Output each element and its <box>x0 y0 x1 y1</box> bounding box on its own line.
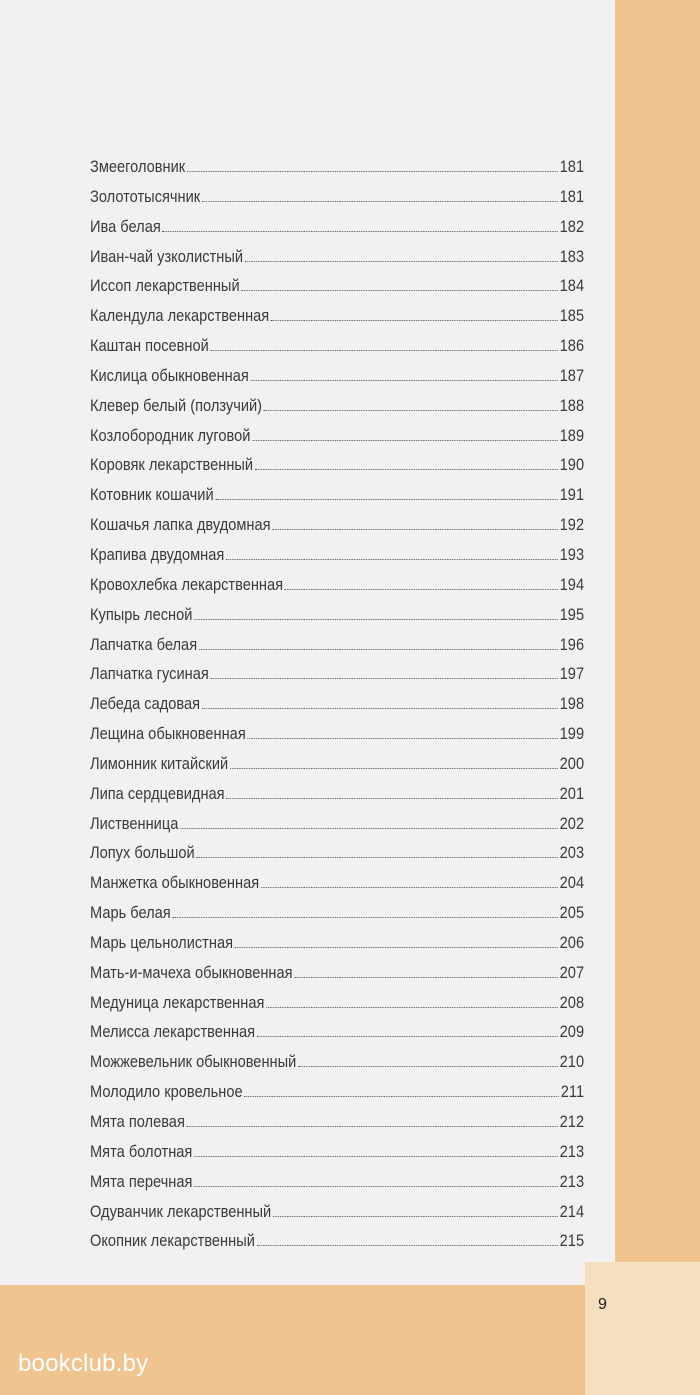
toc-entry-title: Лапчатка белая <box>90 634 198 654</box>
toc-entry-title: Мать-и-мачеха обыкновенная <box>90 962 293 982</box>
toc-entry-page: 181 <box>559 186 585 206</box>
toc-entry-title: Кислица обыкновенная <box>90 365 249 385</box>
dot-leader <box>257 1036 558 1037</box>
toc-entry-title: Кошачья лапка двудомная <box>90 515 271 535</box>
toc-entry <box>90 510 584 540</box>
toc-entry-title: Купырь лесной <box>90 604 193 624</box>
toc-entry-page: 182 <box>559 216 585 236</box>
dot-leader <box>235 947 558 948</box>
watermark: bookclub.by <box>18 1350 149 1377</box>
dot-leader <box>162 231 557 232</box>
toc-entry-title: Иван-чай узколистный <box>90 246 243 266</box>
toc-entry <box>90 331 584 361</box>
toc-entry-title: Иссоп лекарственный <box>90 276 240 296</box>
toc-entry-page: 181 <box>559 157 585 176</box>
toc-entry <box>90 212 584 242</box>
toc-entry-page: 197 <box>559 664 585 684</box>
toc-entry <box>90 600 584 630</box>
dot-leader <box>272 529 558 530</box>
toc-entry-page: 211 <box>560 1082 585 1102</box>
toc-entry-page: 189 <box>559 425 585 445</box>
toc-entry-page: 183 <box>559 246 585 266</box>
toc-entry-title: Ива белая <box>90 216 161 236</box>
toc-entry <box>90 450 584 480</box>
page-number: 9 <box>598 1296 607 1313</box>
toc-entry <box>90 361 584 391</box>
toc-entry <box>90 898 584 928</box>
dot-leader <box>247 738 558 739</box>
toc-entry <box>90 540 584 570</box>
toc-entry-title: Мята болотная <box>90 1141 193 1161</box>
dot-leader <box>255 469 558 470</box>
toc-entry-title: Лимонник китайский <box>90 753 229 773</box>
toc-entry-page: 193 <box>559 544 585 564</box>
toc-entry-page: 185 <box>559 306 585 326</box>
toc-entry-title: Лопух большой <box>90 843 195 863</box>
dot-leader <box>252 440 558 441</box>
dot-leader <box>266 1007 558 1008</box>
toc-entry-title: Марь цельнолистная <box>90 932 234 952</box>
toc-entry-page: 213 <box>559 1141 585 1161</box>
toc-entry <box>90 928 584 958</box>
toc-entry-title: Окопник лекарственный <box>90 1231 255 1251</box>
toc-entry-page: 204 <box>559 873 585 893</box>
toc-entry <box>90 838 584 868</box>
toc-entry <box>90 1017 584 1047</box>
toc-entry <box>90 1077 584 1107</box>
toc-entry-page: 192 <box>559 515 585 535</box>
toc-entry-page: 188 <box>559 395 585 415</box>
toc-entry <box>90 242 584 272</box>
dot-leader <box>187 171 558 172</box>
toc-entry-page: 203 <box>559 843 585 863</box>
dot-leader <box>245 261 558 262</box>
toc-entry-page: 195 <box>559 604 585 624</box>
toc-entry-title: Клевер белый (ползучий) <box>90 395 263 415</box>
toc-entry-title: Медуница лекарственная <box>90 992 265 1012</box>
toc-entry-page: 209 <box>559 1022 585 1042</box>
toc-entry-title: Мелисса лекарственная <box>90 1022 256 1042</box>
dot-leader <box>202 708 558 709</box>
toc-entry-page: 207 <box>559 962 585 982</box>
toc-entry <box>90 749 584 779</box>
dot-leader <box>210 678 557 679</box>
toc-entry-title: Змееголовник <box>90 157 186 176</box>
toc-entry <box>90 630 584 660</box>
toc-entry <box>90 570 584 600</box>
right-margin-band <box>615 0 700 1285</box>
toc-entry <box>90 301 584 331</box>
toc-entry-title: Котовник кошачий <box>90 485 214 505</box>
toc-entry-page: 194 <box>559 574 585 594</box>
toc-entry-page: 196 <box>559 634 585 654</box>
toc-entry <box>90 809 584 839</box>
toc-entry-title: Крапива двудомная <box>90 544 225 564</box>
toc-entry-title: Кровохлебка лекарственная <box>90 574 284 594</box>
dot-leader <box>194 1156 558 1157</box>
toc-entry <box>90 182 584 212</box>
toc-entry-page: 205 <box>559 903 585 923</box>
toc-entry <box>90 480 584 510</box>
dot-leader <box>215 499 558 500</box>
toc-entry <box>90 1107 584 1137</box>
toc-entry <box>90 1167 584 1197</box>
toc-entry <box>90 1197 584 1227</box>
toc-entry-title: Коровяк лекарственный <box>90 455 254 475</box>
toc-entry <box>90 1047 584 1077</box>
toc-entry <box>90 689 584 719</box>
toc-entry-page: 213 <box>559 1171 585 1191</box>
toc-entry-page: 199 <box>559 724 585 744</box>
dot-leader <box>194 1186 558 1187</box>
dot-leader <box>199 649 558 650</box>
toc-entry <box>90 719 584 749</box>
dot-leader <box>202 201 558 202</box>
toc-entry-title: Лиственница <box>90 813 179 833</box>
dot-leader <box>241 290 558 291</box>
toc-entry <box>90 421 584 451</box>
toc-entry-title: Манжетка обыкновенная <box>90 873 260 893</box>
toc-entry-title: Одуванчик лекарственный <box>90 1201 272 1221</box>
toc-entry-title: Мята полевая <box>90 1112 185 1131</box>
toc-entry-title: Каштан посевной <box>90 336 209 356</box>
toc-entry-page: 210 <box>559 1052 585 1072</box>
toc-entry <box>90 779 584 809</box>
dot-leader <box>294 977 558 978</box>
toc-entry-page: 198 <box>559 694 585 714</box>
toc-entry-title: Лещина обыкновенная <box>90 724 246 744</box>
dot-leader <box>264 410 558 411</box>
toc-entry <box>90 988 584 1018</box>
toc-entry-title: Молодило кровельное <box>90 1082 243 1102</box>
dot-leader <box>226 798 558 799</box>
dot-leader <box>194 619 558 620</box>
toc-entry-page: 208 <box>559 992 585 1012</box>
toc-entry-page: 202 <box>559 813 585 833</box>
dot-leader <box>273 1216 558 1217</box>
toc-entry-title: Можжевельник обыкновенный <box>90 1052 297 1072</box>
toc-entry-title: Лапчатка гусиная <box>90 664 209 684</box>
toc-entry-title: Золототысячник <box>90 186 201 206</box>
dot-leader <box>196 857 558 858</box>
dot-leader <box>261 887 558 888</box>
toc-entry-page: 214 <box>559 1201 585 1221</box>
toc-entry <box>90 1137 584 1167</box>
dot-leader <box>226 559 558 560</box>
toc-entry-title: Липа сердцевидная <box>90 783 225 803</box>
toc-entry-title: Календула лекарственная <box>90 306 270 326</box>
dot-leader <box>230 768 558 769</box>
toc-entry-page: 200 <box>559 753 585 773</box>
dot-leader <box>187 1126 558 1127</box>
toc-entry-title: Лебеда садовая <box>90 694 201 714</box>
dot-leader <box>271 320 558 321</box>
toc-entry <box>90 152 584 182</box>
toc-entry <box>90 868 584 898</box>
page-number-tab <box>585 1262 700 1395</box>
toc-entry-page: 187 <box>559 365 585 385</box>
toc-entry-page: 201 <box>559 783 585 803</box>
dot-leader <box>180 828 558 829</box>
toc-entry <box>90 1226 584 1256</box>
dot-leader <box>298 1066 558 1067</box>
toc-entry-title: Козлобородник луговой <box>90 425 251 445</box>
toc-entry <box>90 391 584 421</box>
toc-entry-title: Марь белая <box>90 903 171 923</box>
toc-entry-page: 206 <box>559 932 585 952</box>
toc-entry-page: 191 <box>559 485 585 505</box>
toc-entry-title: Мята перечная <box>90 1171 193 1191</box>
toc-entry-page: 186 <box>559 336 585 356</box>
dot-leader <box>257 1245 558 1246</box>
table-of-contents <box>90 152 584 1256</box>
toc-entry-page: 184 <box>559 276 585 296</box>
toc-entry-page: 212 <box>559 1112 585 1131</box>
dot-leader <box>172 917 558 918</box>
toc-entry-page: 215 <box>559 1231 585 1251</box>
toc-entry-page: 190 <box>559 455 585 475</box>
toc-entry <box>90 271 584 301</box>
dot-leader <box>211 350 558 351</box>
toc-entry <box>90 659 584 689</box>
dot-leader <box>251 380 558 381</box>
dot-leader <box>285 589 558 590</box>
toc-entry <box>90 958 584 988</box>
dot-leader <box>244 1096 559 1097</box>
